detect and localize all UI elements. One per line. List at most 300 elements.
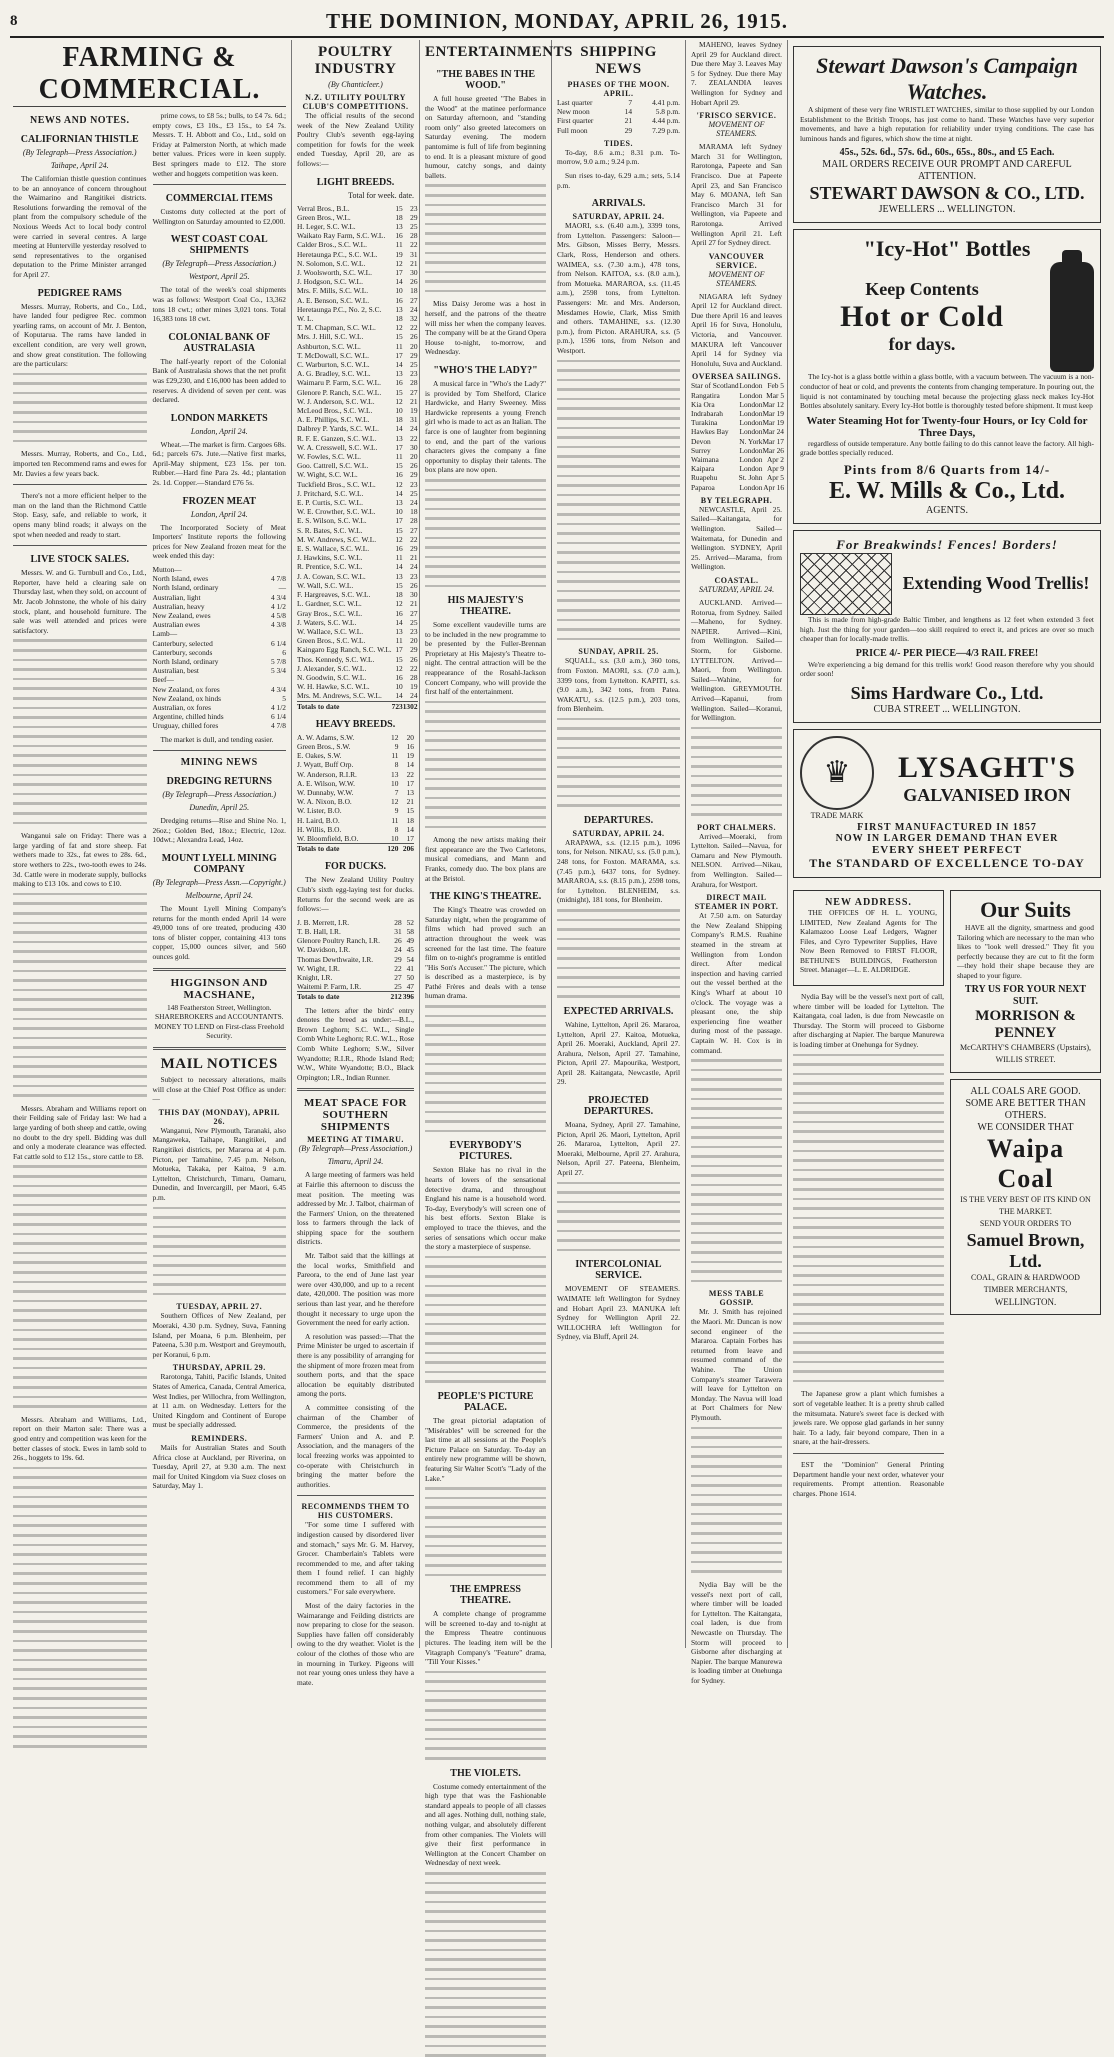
table-cell: E. S. Wallace, S.C. W.L. bbox=[297, 544, 370, 554]
table-cell: Totals to date bbox=[297, 844, 383, 854]
mail-text: Rarotonga, Tahiti, Pacific Islands, United States of America, Canada, Central America, West Indies, per Willochra, from Wellington, at 11 a.m. on Wednesday. Letters for the United Kingdom and Continent of Europe must be specially addressed. bbox=[152, 1372, 286, 1430]
mail-subheading: TUESDAY, APRIL 27. bbox=[176, 1302, 263, 1312]
stewart-dawson-sub: JEWELLERS ... WELLINGTON. bbox=[878, 204, 1016, 216]
table-row bbox=[691, 483, 784, 492]
shipping-heading: SHIPPING NEWS bbox=[580, 44, 657, 77]
table-cell: 4.44 p.m. bbox=[652, 116, 680, 126]
arrivals-date: SATURDAY, APRIL 24. bbox=[572, 212, 665, 222]
our-suits-firm: MORRISON & PENNEY bbox=[975, 1008, 1076, 1042]
table-cell: T. McDowall, S.C. W.L. bbox=[297, 350, 369, 360]
table-cell: Lamb— bbox=[152, 629, 178, 639]
table-cell: 396 bbox=[402, 992, 414, 1002]
meat-space-text: A resolution was passed:—That the Prime Minister be urged to ascertain if there is any possibility of arranging for the shipment of more frozen meat from southern ports, and that the space allocation be equitably distributed among the ports. bbox=[297, 1331, 414, 1399]
vancouver-heading: VANCOUVER SERVICE. bbox=[708, 251, 765, 270]
table-cell: 10 bbox=[391, 778, 399, 788]
table-cell: 14 bbox=[395, 562, 403, 572]
poultry-intro: The official results of the second week of the New Zealand Utility Poultry Club's seventh egg-laying competition for fowls for the week ended Tuesday, April 20, are as follows:— bbox=[297, 111, 414, 168]
news-notes-heading: NEWS AND NOTES. bbox=[30, 115, 130, 126]
rams-text: Messrs. Murray, Roberts, and Co., Ltd., have landed four pedigree Rec. common yearling rams, on account of Mr. J. Benton, of Koputarua. The rams have landed in excellent condition, are very well grown, and show great constitution. The following are the particulars: bbox=[13, 301, 147, 369]
table-cell: 212 bbox=[390, 992, 402, 1002]
table-row bbox=[153, 574, 287, 583]
table-row bbox=[691, 400, 784, 409]
table-cell: 11 bbox=[391, 751, 399, 761]
table-cell: W. Bloomfield, B.O. bbox=[297, 833, 359, 843]
telegraph-text: NEWCASTLE, April 25. Sailed—Kaitangata, for Wellington. Sailed—Waitemata, for Dunedin and Wellington. SYDNEY, April 25. Arrived—Marama, from Wellington. bbox=[691, 504, 782, 572]
table-total-row bbox=[297, 701, 418, 711]
icy-hot-firm: E. W. Mills & Co., Ltd. bbox=[828, 477, 1066, 504]
table-cell: T. M. Chapman, S.C. W.L. bbox=[297, 323, 376, 333]
table-cell: Mar 12 bbox=[762, 399, 785, 409]
babes-text: Miss Daisy Jerome was a host in herself, and the patrons of the theatre will miss her when the company leaves. The company will be at the Grand Opera House to-night, to-morrow, and Wednesday. bbox=[425, 299, 546, 357]
coastal-text: AUCKLAND. Arrived—Rotorua, from Sydney. Sailed—Maheno, for Sydney. NAPIER. Arrived—Kini, from Wellington. Sailed—Storm, for Gisborne. LYTTELTON. Arrived—Maori, from Wellington. Sailed—Wahine, for Wellington. GREYMOUTH. Arrived—Kapanui, from Wellington. Sailed—Koranui, for Wellington. bbox=[691, 598, 782, 723]
table-row bbox=[297, 664, 418, 673]
icy-hot-sub1: Keep Contents bbox=[865, 279, 979, 300]
table-row bbox=[297, 982, 414, 992]
table-row bbox=[297, 461, 418, 470]
table-row bbox=[153, 657, 287, 666]
sunday-arrivals-date: SUNDAY, APRIL 25. bbox=[578, 647, 659, 657]
table-cell: 30 bbox=[410, 590, 418, 600]
table-row bbox=[297, 788, 414, 797]
table-row bbox=[297, 259, 418, 268]
table-row bbox=[153, 629, 287, 638]
table-cell: R. F. E. Ganzen, S.C. W.L. bbox=[297, 433, 377, 443]
table-cell: Calder Bros., S.C. W.L. bbox=[297, 240, 368, 250]
table-cell: A. E. Benson, S.C. W.L. bbox=[297, 295, 370, 305]
table-row bbox=[153, 666, 287, 675]
table-cell: J. Pritchard, S.C. W.L. bbox=[297, 488, 364, 498]
table-cell: 8 bbox=[394, 760, 399, 770]
coastal-heading: COASTAL. bbox=[714, 576, 759, 586]
table-cell: 31 bbox=[394, 926, 402, 936]
table-cell: 25 bbox=[394, 982, 402, 992]
table-cell: 13 bbox=[395, 571, 403, 581]
table-cell: W. Lister, B.O. bbox=[297, 806, 342, 816]
sharebrokers-heading: HIGGINSON AND MACSHANE, bbox=[170, 976, 268, 1001]
table-cell: Mar 17 bbox=[762, 436, 785, 446]
kings-theatre-heading: THE KING'S THEATRE. bbox=[429, 891, 542, 903]
table-cell: New moon bbox=[557, 107, 590, 117]
shipping-misc-text: Nydia Bay will be the vessel's next port of call, where timber will be loaded for Lyttelton. The Kaitangata, coal laden, is due from Newcastle on Thursday. The Storm will proceed to Gisborne after discharging at Napier. The barque Manurewa is loading timber at Onehunga for Sydney. bbox=[691, 1580, 782, 1685]
table-cell: 22 bbox=[410, 240, 418, 250]
table-cell: Verral Bros., B.L. bbox=[297, 203, 350, 213]
table-row bbox=[297, 342, 418, 351]
table-cell: Dalbrey P. Yards, S.C. W.L. bbox=[297, 424, 379, 434]
table-row bbox=[297, 498, 418, 507]
table-row bbox=[297, 645, 418, 654]
breed-key-note: The letters after the birds' entry denotes the breed as under:—B.L., Brown Leghorn; S.C. W.L., Single Comb White Leghorn; R.C. W.L., Rose Comb White Leghorn; S.W., Silver Wyandotte; R.I.R., Rhode Island Red; W.W., White Wyandotte; B.O., Black Orpington; I.R., Indian Runner. bbox=[297, 1005, 414, 1082]
table-cell: J. Wyatt, Buff Orp. bbox=[297, 760, 354, 770]
recommends-heading: RECOMMENDS THEM TO HIS CUSTOMERS. bbox=[301, 1502, 410, 1521]
table-row bbox=[297, 323, 418, 332]
mail-text: Subject to necessary alterations, mails will close at the Chief Post Office as under:— bbox=[152, 1075, 286, 1104]
table-row bbox=[153, 593, 287, 602]
table-cell: J. Woolsworth, S.C. W.L. bbox=[297, 267, 373, 277]
frozen-dateline: London, April 24. bbox=[190, 509, 248, 519]
table-row bbox=[297, 973, 414, 982]
table-cell: London bbox=[739, 445, 763, 455]
table-cell: W. Dunnaby, W.W. bbox=[297, 787, 354, 797]
table-cell: 24 bbox=[410, 691, 418, 701]
table-cell: 20 bbox=[410, 341, 418, 351]
meat-space-heading: MEAT SPACE FOR SOUTHERN SHIPMENTS bbox=[304, 1097, 407, 1134]
table-cell: N. Solomon, S.C. W.L. bbox=[297, 258, 366, 268]
table-cell: 12 bbox=[395, 534, 403, 544]
table-cell: 12 bbox=[395, 323, 403, 333]
table-cell: 49 bbox=[406, 936, 414, 946]
table-cell: 27 bbox=[410, 387, 418, 397]
meat-space-text: A large meeting of farmers was held at Fairlie this afternoon to discuss the meat position. The meeting was addressed by Mr. J. Talbot, chairman of the Farmers' Union, on the threatened loss to farmers through the lack of shipping space for the southern districts. bbox=[297, 1170, 414, 1247]
meat-space-subheading: MEETING AT TIMARU. bbox=[307, 1135, 404, 1145]
table-cell: St. John bbox=[738, 473, 763, 483]
waipa-coal-name: Waipa Coal bbox=[986, 1134, 1065, 1194]
table-cell: 14 bbox=[395, 617, 403, 627]
table-cell: 120 bbox=[383, 844, 399, 854]
table-cell: London bbox=[739, 482, 763, 492]
table-row bbox=[557, 116, 680, 125]
table-cell: 8 bbox=[394, 824, 399, 834]
table-cell: — bbox=[278, 583, 286, 593]
table-cell: 21 bbox=[410, 258, 418, 268]
table-row bbox=[153, 721, 287, 730]
meat-space-text: A committee consisting of the chairman of the Chamber of Commerce, the presidents of the Farmers' Union and A. and P. Association, and the managers of the local freezing works was appointed to co-operate with Christchurch in bringing the matter before the authorities. bbox=[297, 1402, 414, 1489]
crown-seal-icon: ♛ bbox=[800, 736, 874, 810]
table-row bbox=[297, 526, 418, 535]
table-cell: Rangatira bbox=[691, 390, 720, 400]
farming-right-subcolumn bbox=[153, 111, 287, 1755]
table-row bbox=[297, 240, 418, 249]
page-number: 8 bbox=[10, 12, 18, 29]
samuel-brown-address: WELLINGTON. bbox=[994, 1297, 1057, 1308]
table-row bbox=[297, 655, 418, 664]
babes-heading: "THE BABES IN THE WOOD." bbox=[435, 69, 535, 91]
arrivals-text: MAORI, s.s. (6.40 a.m.), 3399 tons, from Lyttelton. Passengers: Saloon—Mrs. Gibson, Misses Berry, Messrs. Clark, Ross, Henderson and others. WAIMEA, s.s. (7.30 a.m.), 478 tons, from Nelson. KAITOA, s.s. (8.0 a.m.), from Motueka. MARAROA, s.s. (11.45 a.m.), 2598 tons, from Lyttelton. Passengers: Mr. and Mrs. Anderson, Mesdames Howie, Clark, Miss Smith and others. TAMAHINE, s.s. (12.30 p.m.), from Picton. ARAHURA, s.s. (5 p.m.), 1596 tons, from Nelson and Westport. bbox=[557, 221, 680, 355]
stewart-dawson-prices: 45s., 52s. 6d., 57s. 6d., 60s., 65s., 80s., and £5 Each. bbox=[839, 147, 1055, 159]
table-cell: 24 bbox=[410, 424, 418, 434]
mail-text: Wanganui, New Plymouth, Taranaki, also Mangaweka, Taihape, Rangitikei, and Rangitikei districts, per Mararoa at 4 p.m. Picton, per Tamahine, 7.45 p.m. Nelson, Motueka, Takaka, per Kaitoa, 9 a.m. Lyttelton, Christchurch, Timaru, Oamaru, Dunedin, and Invercargill, per Maori, 6.45 p.m. bbox=[152, 1125, 286, 1202]
table-row bbox=[153, 703, 287, 712]
table-row bbox=[297, 507, 418, 516]
table-cell: 21 bbox=[406, 797, 414, 807]
table-cell: 4 5/8 bbox=[271, 611, 286, 621]
table-row bbox=[557, 107, 680, 116]
table-cell: 14 bbox=[395, 277, 403, 287]
table-cell: 29 bbox=[394, 954, 402, 964]
table-cell: 15 bbox=[395, 387, 403, 397]
mount-lyell-byline: (By Telegraph—Press Assn.—Copyright.) bbox=[152, 878, 286, 888]
table-cell: 26 bbox=[410, 580, 418, 590]
table-cell: 7.29 p.m. bbox=[652, 125, 680, 135]
table-row bbox=[297, 489, 418, 498]
table-cell: 12 bbox=[395, 599, 403, 609]
table-cell: Green Bros., S.W. bbox=[297, 741, 351, 751]
table-cell: 18 bbox=[395, 212, 403, 222]
table-cell: 29 bbox=[410, 350, 418, 360]
table-cell: Turakina bbox=[691, 418, 718, 428]
dredging-heading: DREDGING RETURNS bbox=[166, 776, 272, 788]
table-row bbox=[297, 388, 418, 397]
table-row bbox=[297, 360, 418, 369]
sun-text: Sun rises to-day, 6.29 a.m.; sets, 5.14 p.m. bbox=[557, 171, 680, 190]
table-cell: Canterbury, seconds bbox=[152, 647, 213, 657]
his-majestys-text: Some excellent vaudeville turns are to be included in the new programme to be presented by the Fuller-Brennan Proprietary at His Majesty's Theatre to-night. The central attraction will be the reappearance of the Rosahl-Jackson Concert Company, who will provide the first half of the entertainment. bbox=[425, 620, 546, 697]
table-row bbox=[691, 473, 784, 482]
table-cell: 25 bbox=[410, 617, 418, 627]
table-cell: Kia Ora bbox=[691, 399, 715, 409]
table-row bbox=[297, 204, 418, 213]
table-row bbox=[297, 806, 414, 815]
table-cell: 25 bbox=[410, 221, 418, 231]
table-cell: W. A. Nixon, B.O. bbox=[297, 797, 352, 807]
table-cell: 12 bbox=[391, 797, 399, 807]
mail-subheading: THURSDAY, APRIL 29. bbox=[172, 1363, 266, 1373]
table-cell: 16 bbox=[395, 231, 403, 241]
waipa-coal-ad bbox=[950, 1079, 1101, 1315]
table-cell: 18 bbox=[410, 507, 418, 517]
table-cell: Mutton— bbox=[152, 565, 182, 575]
table-cell: 22 bbox=[394, 963, 402, 973]
table-cell: Kaingaro Egg Ranch, S.C. W.L. bbox=[297, 645, 392, 655]
table-cell: Mar 19 bbox=[762, 409, 785, 419]
table-cell: W. J. Anderson, S.C. W.L. bbox=[297, 396, 375, 406]
table-cell: 4 3/4 bbox=[271, 592, 286, 602]
thistle-byline: (By Telegraph—Press Association.) bbox=[22, 148, 137, 157]
table-cell: 12 bbox=[391, 732, 399, 742]
table-cell: Waimaru P. Farm, S.C. W.L. bbox=[297, 378, 381, 388]
mess-gossip-heading: MESS TABLE GOSSIP. bbox=[708, 1289, 765, 1308]
table-cell: McLeod Bros., S.C. W.L. bbox=[297, 406, 373, 416]
our-suits-text: HAVE all the dignity, smartness and good Tailoring which are necessary to the man who likes to "look well dressed." They fit you perfectly because they are cut to fit the form—they hold their shape because they are shaped to your figure. bbox=[957, 922, 1094, 980]
stewart-dawson-mail: MAIL ORDERS RECEIVE OUR PROMPT AND CAREFUL ATTENTION. bbox=[822, 159, 1072, 183]
light-breeds-column-head: Total for week. date. bbox=[348, 190, 414, 200]
table-cell: 15 bbox=[395, 203, 403, 213]
table-cell: W. Wallace, S.C. W.L. bbox=[297, 626, 364, 636]
table-cell: 12 bbox=[395, 479, 403, 489]
coal-shipments-heading: WEST COAST COAL SHIPMENTS bbox=[170, 234, 268, 257]
table-cell: 14 bbox=[395, 691, 403, 701]
whos-the-lady-heading: "WHO'S THE LADY?" bbox=[433, 365, 538, 377]
frisco-heading: 'FRISCO SERVICE. bbox=[696, 111, 777, 121]
intercolonial-heading: INTERCOLONIAL SERVICE. bbox=[575, 1259, 662, 1282]
table-row bbox=[297, 627, 418, 636]
table-cell: London bbox=[739, 455, 763, 465]
table-row bbox=[297, 590, 418, 599]
table-cell: 16 bbox=[406, 741, 414, 751]
table-row bbox=[297, 779, 414, 788]
new-address-text: THE OFFICES OF H. L. YOUNG, LIMITED, New Zealand Agents for The Kalamazoo Loose Leaf Ledgers, Wagner Files, and Cyro Typewriter Supplies, Have Now Been Removed to FIRST FLOOR, BETHUNE'S BUILDINGS, Featherston Street. Manager—L. E. ALDRIDGE. bbox=[800, 907, 937, 975]
mail-text: Southern Offices of New Zealand, per Moeraki, 4.30 p.m. Sydney, Suva, Fanning Island, per Moana, 6 p.m. Blenheim, per Pateena, 5.30 p.m. Westport and Greymouth, per Koranui, 6 p.m. bbox=[152, 1311, 286, 1359]
table-row bbox=[297, 415, 418, 424]
table-cell: 11 bbox=[391, 815, 399, 825]
advertisements-column bbox=[788, 40, 1106, 1648]
table-cell: 12 bbox=[395, 663, 403, 673]
moon-phases-table bbox=[557, 98, 680, 135]
table-cell: 30 bbox=[410, 442, 418, 452]
table-cell: Canterbury, selected bbox=[152, 638, 213, 648]
table-cell: Thomas Dewthwaite, I.R. bbox=[297, 954, 374, 964]
table-cell: 58 bbox=[406, 926, 414, 936]
table-cell: 13 bbox=[395, 369, 403, 379]
table-cell: 9 bbox=[394, 806, 399, 816]
table-cell: 30 bbox=[410, 267, 418, 277]
table-row bbox=[297, 636, 418, 645]
table-cell: First quarter bbox=[557, 116, 594, 126]
shipping-continued-column bbox=[686, 40, 788, 1685]
table-cell: London bbox=[739, 381, 763, 391]
table-cell: 4 7/8 bbox=[271, 721, 286, 731]
icy-hot-prices: Pints from 8/6 Quarts from 14/- bbox=[843, 461, 1051, 477]
table-cell: 18 bbox=[395, 314, 403, 323]
table-cell: A. G. Bradley, S.C. W.L. bbox=[297, 369, 371, 379]
expected-arrivals-heading: EXPECTED ARRIVALS. bbox=[563, 1005, 674, 1017]
commercial-text: Customs duty collected at the port of Wellington on Saturday amounted to £2,000. bbox=[152, 207, 286, 226]
coal-dateline: Westport, April 25. bbox=[189, 272, 250, 282]
table-row bbox=[297, 314, 418, 323]
masthead-title: THE DOMINION, MONDAY, APRIL 26, 1915. bbox=[326, 8, 788, 33]
table-cell: A. E. Wilson, W.W. bbox=[297, 778, 356, 788]
our-suits-ad bbox=[950, 890, 1101, 1074]
table-row bbox=[297, 286, 418, 295]
trellis-illustration bbox=[800, 553, 892, 615]
table-cell: 18 bbox=[395, 590, 403, 600]
heavy-breeds-table bbox=[297, 733, 414, 854]
table-cell: 17 bbox=[406, 833, 414, 843]
table-cell: London bbox=[739, 409, 763, 419]
thistle-heading: CALIFORNIAN THISTLE bbox=[20, 134, 139, 145]
table-cell: 723 bbox=[391, 701, 403, 711]
table-row bbox=[297, 369, 418, 378]
table-row bbox=[297, 351, 418, 360]
table-cell: W. E. Crowther, S.C. W.L. bbox=[297, 507, 376, 517]
table-row bbox=[153, 685, 287, 694]
trellis-price: PRICE 4/- PER PIECE—4/3 RAIL FREE! bbox=[855, 647, 1039, 659]
mail-notices-heading: MAIL NOTICES bbox=[160, 1056, 278, 1072]
table-cell: 19 bbox=[406, 751, 414, 761]
table-cell: 10 bbox=[391, 833, 399, 843]
table-cell: Green Bros., W.L. bbox=[297, 212, 351, 222]
table-row bbox=[297, 691, 418, 701]
table-cell: 52 bbox=[406, 917, 414, 927]
table-cell: 14 bbox=[395, 360, 403, 370]
peoples-palace-heading: PEOPLE'S PICTURE PALACE. bbox=[437, 1391, 534, 1414]
meat-space-dateline: Timaru, April 24. bbox=[327, 1157, 384, 1167]
table-cell: 29 bbox=[410, 212, 418, 222]
table-cell: Heretaunga P.C., S.C. W.L. bbox=[297, 249, 378, 259]
table-cell: W. Anderson, R.I.R. bbox=[297, 769, 357, 779]
table-cell: L. Gardner, S.C. W.L. bbox=[297, 599, 362, 609]
poultry-column bbox=[292, 40, 420, 1687]
table-cell: J. A. Cowan, S.C. W.L. bbox=[297, 571, 366, 581]
projected-departures-heading: PROJECTED DEPARTURES. bbox=[583, 1095, 654, 1118]
table-row bbox=[297, 213, 418, 222]
table-row bbox=[297, 397, 418, 406]
trellis-note: We're experiencing a big demand for this trellis work! Good reason therefore why you should order soon! bbox=[800, 659, 1094, 679]
thermos-bottle-icon bbox=[1050, 262, 1094, 372]
icy-hot-text2: regardless of outside temperature. Any bottle failing to do this cannot leave the factory. All high-grade bottles specially reduced. bbox=[800, 438, 1094, 458]
table-row bbox=[297, 434, 418, 443]
table-cell: Australian, heavy bbox=[152, 601, 205, 611]
table-cell: Tuckfield Bros., S.C. W.L. bbox=[297, 479, 376, 489]
table-cell: 15 bbox=[395, 461, 403, 471]
table-total-row bbox=[297, 992, 414, 1002]
table-cell bbox=[263, 675, 286, 684]
table-cell: 5.8 p.m. bbox=[655, 107, 680, 117]
table-cell: 13 bbox=[395, 304, 403, 314]
table-row bbox=[557, 98, 680, 107]
samuel-brown-sub: COAL, GRAIN & HARDWOOD TIMBER MERCHANTS, bbox=[971, 1273, 1080, 1295]
misc-text: Most of the dairy factories in the Waimarange and Feilding districts are now preparing to close for the season. Supplies have fallen off considerably owing to the dry weather. Violet is the colour of the clothes of those who are in mourning in Turkey. Pigeons will not rear young ones unless they have a mate. bbox=[297, 1601, 414, 1687]
trellis-ad bbox=[793, 530, 1101, 723]
expected-arrivals-text: Wahine, Lyttelton, April 26. Mararoa, Lyttelton, April 27. Kaitoa, Motueka, April 26. Moeraki, Auckland, April 27. Arahura, Nelson, April 27. Tamahine, Picton, April 27. Mapourika, Westport, April 28. Kaitangata, Newcastle, April 29. bbox=[557, 1019, 680, 1087]
table-cell: Paparoa bbox=[691, 482, 715, 492]
table-row bbox=[297, 918, 414, 927]
oversea-sailings-table bbox=[691, 381, 784, 491]
table-cell: 24 bbox=[394, 945, 402, 955]
table-cell: North Island, ordinary bbox=[152, 583, 219, 593]
table-cell: 10 bbox=[395, 507, 403, 517]
table-cell: 22 bbox=[410, 534, 418, 544]
table-cell: 13 bbox=[395, 433, 403, 443]
table-cell: Thos. Kennedy, S.C. W.L. bbox=[297, 654, 375, 664]
table-cell: 19 bbox=[410, 682, 418, 692]
our-suits-address: McCARTHY'S CHAMBERS (Upstairs), WILLIS STREET. bbox=[960, 1043, 1091, 1065]
vancouver-text: NIAGARA left Sydney April 12 for Auckland direct. Due there April 16 and leaves April 16 for Suva, Honolulu, Victoria, and Vancouver. MAKURA left Vancouver April 14 for Sydney via Honolulu, Suva and Auckland. bbox=[691, 291, 782, 368]
waipa-line: IS THE VERY BEST OF ITS KIND ON THE MARKET. bbox=[960, 1195, 1091, 1217]
table-cell: Australian, ox fores bbox=[152, 703, 211, 713]
table-cell: 11 bbox=[395, 553, 403, 563]
departures-text: ARAPAWA, s.s. (12.15 p.m.), 1096 tons, for Nelson. NIKAU, s.s. (5.0 p.m.), 248 tons, for Foxton. MARAMA, s.s. (7.45 p.m.), 6437 tons, for Sydney. MARAROA, s.s. (8.15 p.m.), 2598 tons, for Lyttelton. BLENHEIM, s.s. (midnight), 181 tons, for Blenheim. bbox=[557, 837, 680, 905]
tides-heading: TIDES. bbox=[603, 138, 633, 148]
table-row bbox=[691, 455, 784, 464]
table-cell: 26 bbox=[410, 332, 418, 342]
new-address-heading: NEW ADDRESS. bbox=[825, 896, 912, 908]
stewart-dawson-title: Stewart Dawson's Campaign Watches. bbox=[816, 53, 1078, 104]
table-cell: 5 bbox=[282, 693, 286, 703]
table-cell: 4 1/2 bbox=[271, 601, 286, 611]
lysaght-line: EVERY SHEET PERFECT bbox=[871, 843, 1023, 856]
everybodys-heading: EVERYBODY'S PICTURES. bbox=[449, 1140, 522, 1163]
table-cell: North Island, ewes bbox=[152, 574, 209, 584]
table-row bbox=[297, 599, 418, 608]
livestock-text: Messrs. Abraham and Williams, Ltd., report on their Marton sale: There was a good entry and competition was keen for the better classes of stock. Ewes in lamb sold to 26s., hoggets to 19s. 6d. bbox=[13, 1414, 147, 1463]
table-cell: 16 bbox=[395, 672, 403, 682]
table-cell: 29 bbox=[410, 470, 418, 480]
bank-heading: COLONIAL BANK OF AUSTRALASIA bbox=[168, 331, 271, 354]
table-row bbox=[297, 751, 414, 760]
table-cell: 26 bbox=[410, 277, 418, 287]
our-suits-title: Our Suits bbox=[980, 896, 1071, 922]
farming-left-subcolumn bbox=[13, 111, 147, 1755]
table-cell: 15 bbox=[406, 806, 414, 816]
printing-ad-text: EST the "Dominion" General Printing Department handle your next order, whatever your requirements. Prompt attention. Reasonable charges. Phone 1614. bbox=[793, 1459, 944, 1498]
light-breeds-table bbox=[297, 204, 418, 711]
table-cell: 13 bbox=[395, 221, 403, 231]
table-cell: 27 bbox=[410, 295, 418, 305]
table-row bbox=[153, 712, 287, 721]
table-row bbox=[297, 581, 418, 590]
table-row bbox=[297, 268, 418, 277]
table-row bbox=[297, 945, 414, 954]
his-majestys-text: Among the new artists making their first appearance are the Two Carletons, musical comedians, and Mann and Franks, comedy duo. The box plans are at the Bristol. bbox=[425, 835, 546, 883]
table-cell: Apr 9 bbox=[766, 464, 785, 474]
table-row bbox=[297, 305, 418, 314]
table-cell: Mrs. M. Andrews, S.C. W.L. bbox=[297, 691, 382, 701]
table-row bbox=[297, 825, 414, 834]
table-row bbox=[297, 516, 418, 525]
table-cell: 14 bbox=[624, 107, 633, 117]
table-cell: 16 bbox=[395, 608, 403, 618]
table-cell: Totals to date bbox=[297, 701, 392, 711]
